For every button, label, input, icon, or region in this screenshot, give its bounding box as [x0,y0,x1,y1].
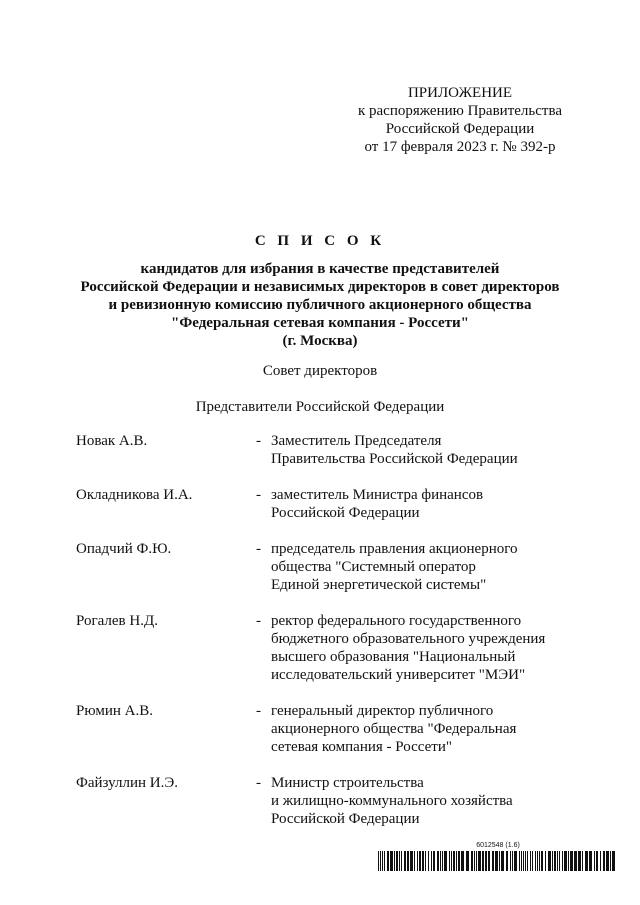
barcode-bar [589,851,592,871]
barcode-bar [612,851,615,871]
barcode-bar [525,851,526,871]
person-entry [76,432,606,468]
barcode-bar [545,851,546,871]
barcode-bar [603,851,605,871]
barcode-bar [466,851,469,871]
role-line: бюджетного образовательного учреждения [271,631,546,647]
title-line: Российской Федерации и независимых директоров в совет директоров [80,279,560,295]
role-line: заместитель Министра финансов [271,487,484,503]
barcode-bar [574,851,577,871]
title-line: кандидатов для избрания в качестве представителей [140,261,500,277]
barcode-bar [433,851,435,871]
barcode-bar [606,851,609,871]
entry-dash: - [256,487,261,503]
barcode-bar [532,851,533,871]
document-barcode [378,842,618,871]
person-name: Рогалев Н.Д. [76,613,158,629]
barcode-bar [396,851,398,871]
barcode-bar [610,851,611,871]
barcode-bar [384,851,385,871]
barcode-bar [552,851,553,871]
title-main: С П И С О К [254,233,386,249]
barcode-bar [596,851,598,871]
barcode-bar [482,851,484,871]
person-entry [76,540,606,594]
role-line: Российской Федерации [271,505,420,521]
barcode-bar [600,851,601,871]
barcode-bar [451,851,452,871]
role-line: Министр строительства [271,775,424,791]
barcode-bar [514,851,517,871]
barcode-bar [449,851,450,871]
person-name: Окладникова И.А. [76,487,193,503]
barcode-bar [440,851,441,871]
barcode-bar [414,851,415,871]
barcode-bar [582,851,583,871]
role-line: акционерного общества "Федеральная [271,721,517,737]
barcode-bar [510,851,511,871]
barcode-bar [417,851,418,871]
entry-dash: - [256,613,261,629]
person-role [271,432,606,468]
barcode-bar [541,851,543,871]
role-line: Правительства Российской Федерации [271,451,518,467]
barcode-bar [474,851,475,871]
person-name: Файзуллин И.Э. [76,775,178,791]
barcode-bar [535,851,536,871]
barcode-bar [394,851,395,871]
role-line: Российской Федерации [271,811,420,827]
role-line: высшего образования "Национальный [271,649,516,665]
barcode-bar [476,851,477,871]
barcode-bar [548,851,551,871]
person-role [271,774,606,828]
barcode-bar [431,851,432,871]
barcode-bar [442,851,443,871]
barcode-bar [506,851,508,871]
barcode-bar [594,851,595,871]
person-entry [76,486,606,522]
subsection-title: Представители Российской Федерации [195,399,445,415]
barcode-bar [492,851,494,871]
barcode-bar [437,851,439,871]
role-line: сетевая компания - Россети" [271,739,452,755]
person-name: Рюмин А.В. [76,703,153,719]
barcode-bar [527,851,528,871]
barcode-bar [380,851,381,871]
barcode-bar [564,851,567,871]
barcode-bar [422,851,424,871]
role-line: Заместитель Председателя [271,433,442,449]
annex-line: ПРИЛОЖЕНИЕ [407,85,513,101]
barcode-icon [378,851,618,871]
barcode-bar [404,851,406,871]
barcode-bar [578,851,581,871]
annex-line: Российской Федерации [385,121,535,137]
barcode-bar [562,851,563,871]
barcode-bar [539,851,540,871]
barcode-bar [453,851,455,871]
list-title [40,232,600,350]
person-name: Опадчий Ф.Ю. [76,541,172,557]
barcode-id: 6012548 (1.6) [476,842,520,849]
barcode-bar [390,851,393,871]
barcode-bar [399,851,400,871]
role-line: ректор федерального государственного [271,613,522,629]
barcode-bar [530,851,531,871]
role-line: председатель правления акционерного [271,541,518,557]
barcode-bar [471,851,473,871]
person-role [271,612,606,684]
barcode-bar [585,851,588,871]
person-role [271,540,606,594]
barcode-bar [458,851,460,871]
barcode-bar [461,851,464,871]
barcode-bar [410,851,413,871]
annex-line: от 17 февраля 2023 г. № 392-р [364,139,556,155]
title-line: и ревизионную комиссию публичного акционерного общества [108,297,532,313]
barcode-bar [419,851,421,871]
person-name: Новак А.В. [76,433,148,449]
role-line: Единой энергетической системы" [271,577,487,593]
annex-line: к распоряжению Правительства [357,103,562,119]
barcode-bar [521,851,522,871]
person-entry [76,702,606,756]
barcode-bar [478,851,481,871]
barcode-bar [401,851,402,871]
person-role [271,702,606,756]
barcode-bar [499,851,500,871]
entry-dash: - [256,775,261,791]
entry-dash: - [256,703,261,719]
barcode-bar [512,851,513,871]
title-line: "Федеральная сетевая компания - Россети" [171,315,469,331]
barcode-bar [378,851,379,871]
barcode-bar [495,851,498,871]
title-line: (г. Москва) [282,333,358,349]
section-title: Совет директоров [262,363,378,379]
barcode-bar [444,851,447,871]
annex-header [340,84,580,156]
entry-dash: - [256,433,261,449]
barcode-bar [407,851,409,871]
barcode-bar [537,851,538,871]
barcode-bar [570,851,573,871]
role-line: исследовательский университет "МЭИ" [271,667,526,683]
role-line: генеральный директор публичного [271,703,494,719]
barcode-bar [425,851,426,871]
people-list [76,432,606,846]
barcode-bar [387,851,389,871]
barcode-bar [554,851,556,871]
barcode-bar [523,851,524,871]
barcode-bar [382,851,383,871]
barcode-bar [428,851,429,871]
entry-dash: - [256,541,261,557]
role-line: общества "Системный оператор [271,559,476,575]
barcode-bar [557,851,558,871]
person-entry [76,612,606,684]
role-line: и жилищно-коммунального хозяйства [271,793,513,809]
person-role [271,486,606,522]
barcode-bar [559,851,560,871]
barcode-bar [501,851,504,871]
barcode-bar [488,851,490,871]
person-entry [76,774,606,828]
barcode-bar [485,851,487,871]
barcode-bar [519,851,520,871]
barcode-bar [568,851,569,871]
barcode-bar [456,851,457,871]
